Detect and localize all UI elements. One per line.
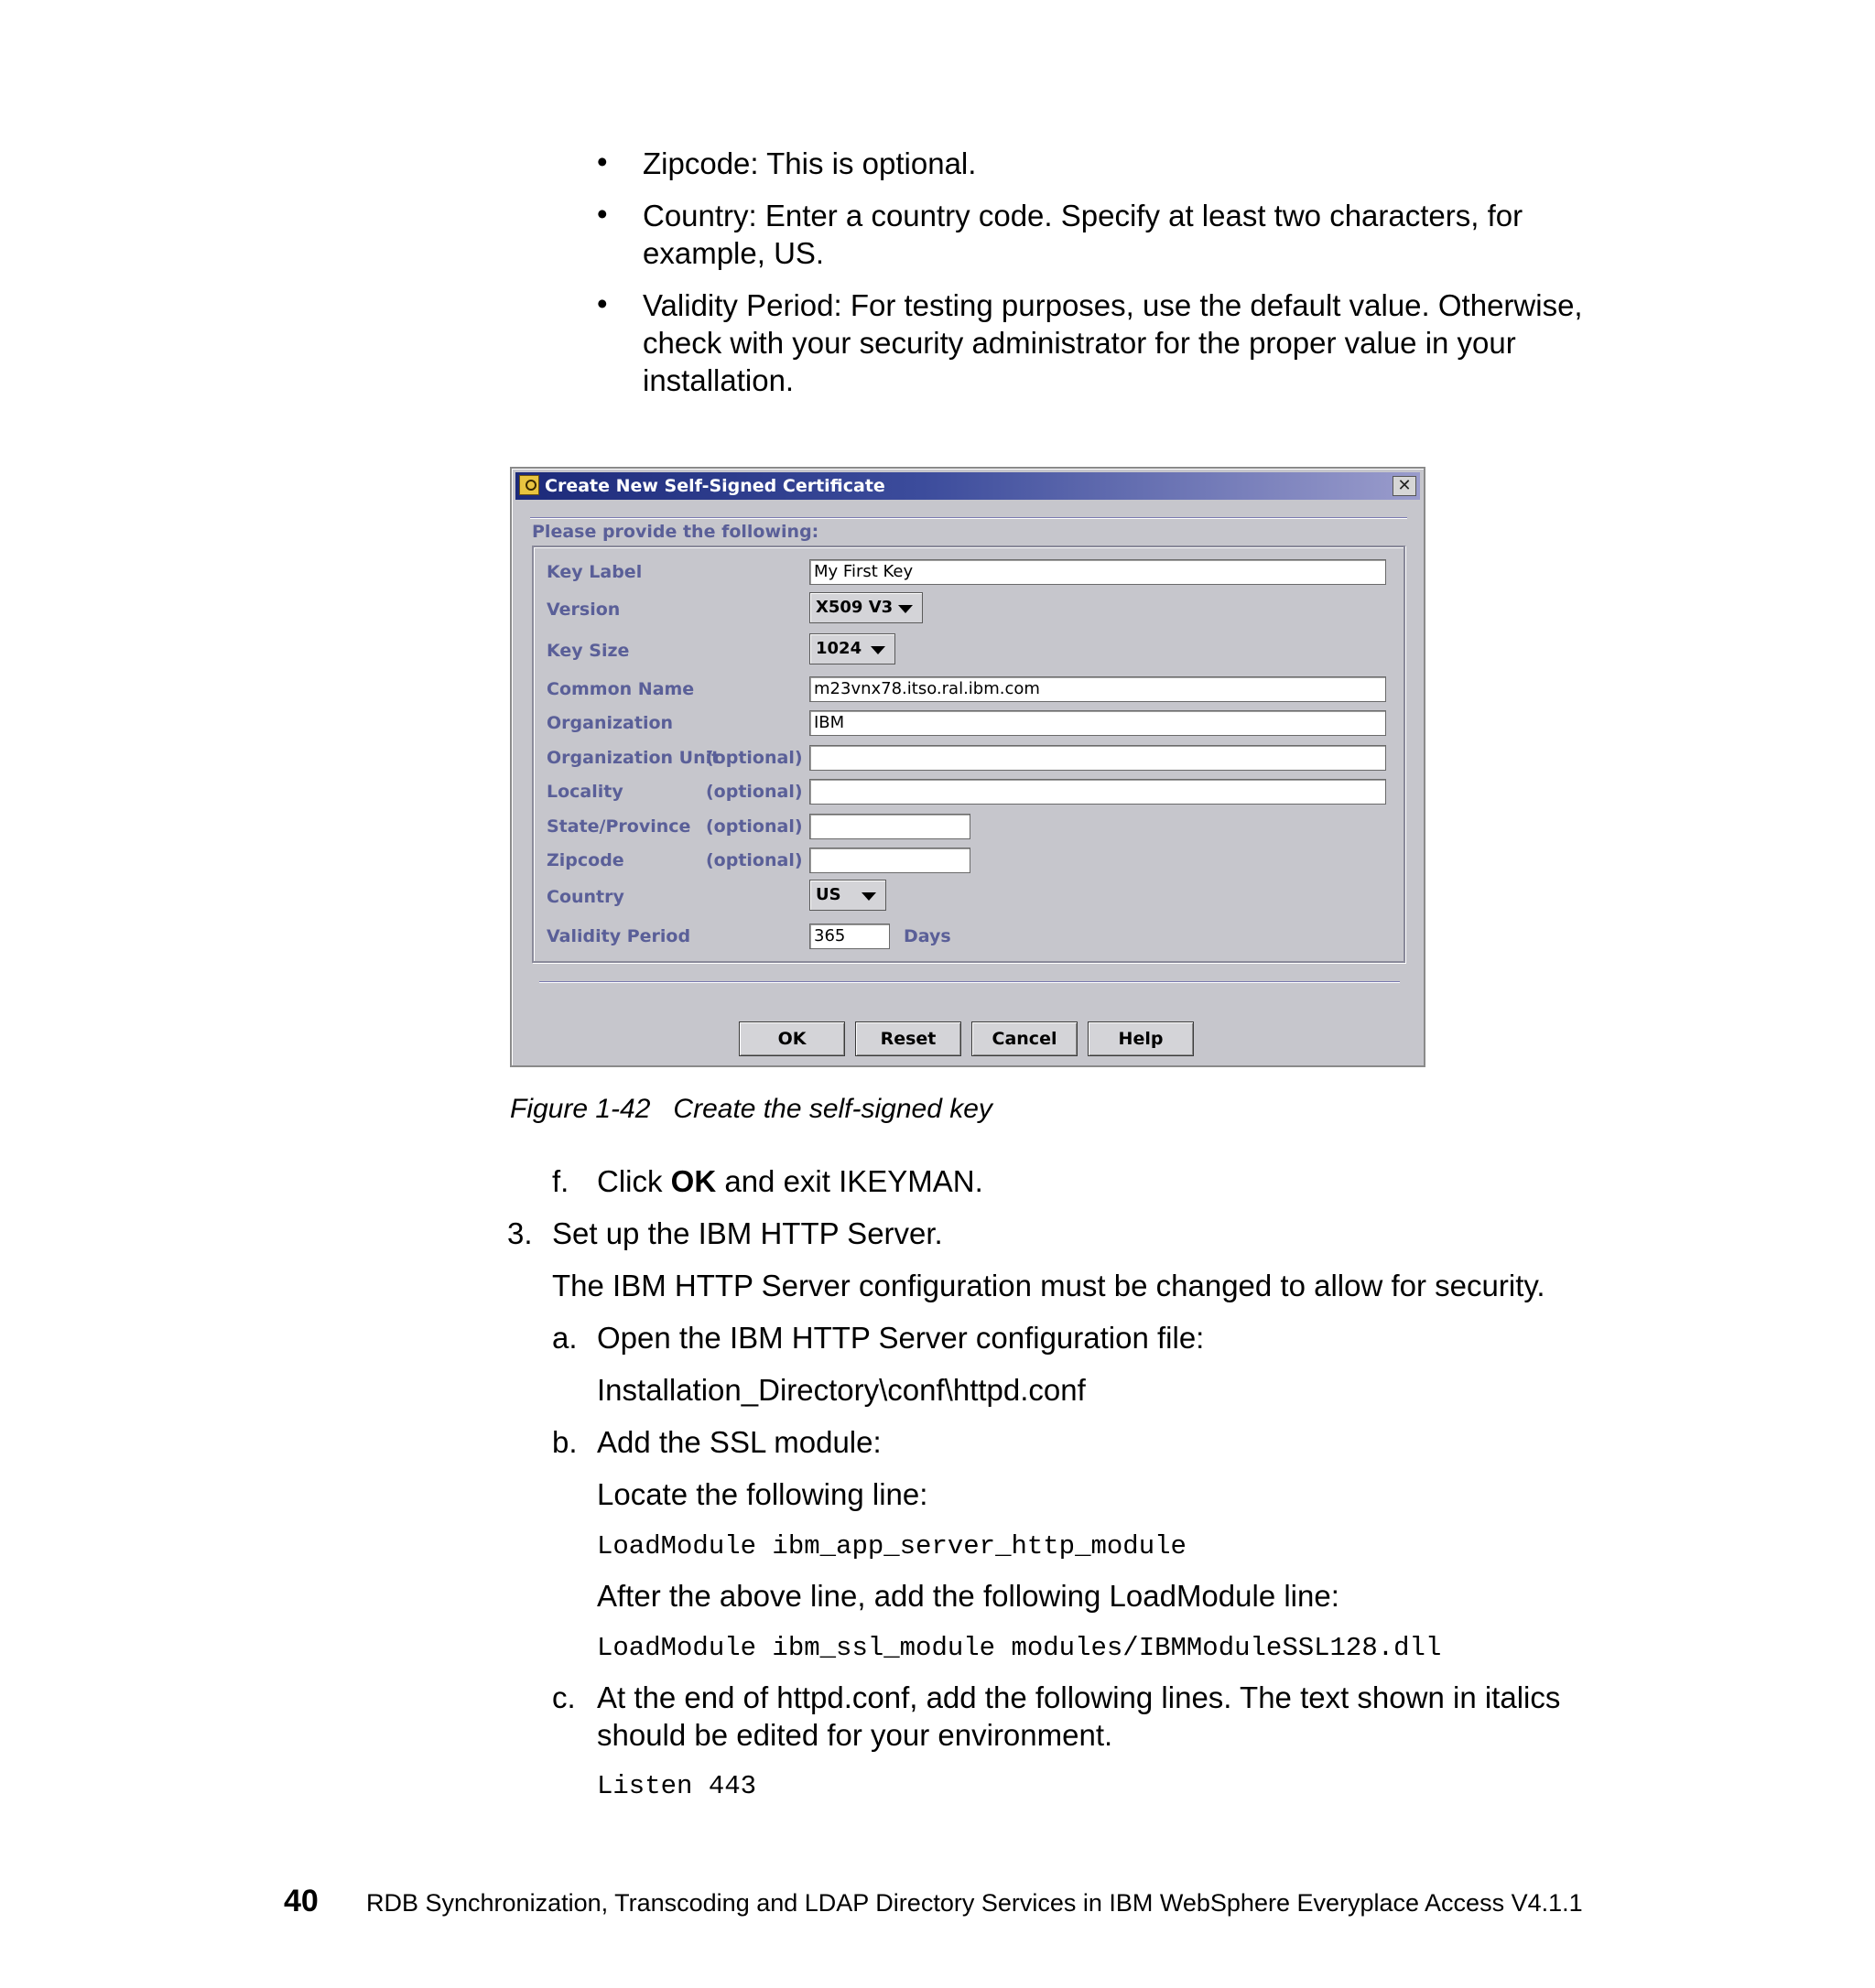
validity-period-input[interactable]: 365: [809, 924, 890, 949]
key-lock-icon: [519, 475, 539, 495]
bullet-zipcode: Zipcode: This is optional.: [643, 146, 977, 180]
bullet-country-line1: Country: Enter a country code. Specify at least two characters, for: [643, 199, 1523, 232]
step-f-marker: f.: [552, 1164, 569, 1198]
validity-period-label: Validity Period: [547, 926, 691, 946]
step-c-marker: c.: [552, 1680, 576, 1714]
step-3-marker: 3.: [507, 1216, 533, 1250]
config-file-path: Installation_Directory\conf\httpd.conf: [597, 1373, 1086, 1407]
bullet-country: [643, 197, 1631, 272]
bullet-validity: [643, 286, 1631, 399]
optional-label: (optional): [706, 816, 803, 837]
version-select[interactable]: [809, 592, 923, 623]
step-f-pre: Click: [597, 1164, 671, 1198]
key-size-select-value: 1024: [816, 639, 862, 658]
step-b-locate: Locate the following line:: [597, 1477, 928, 1511]
step-b-marker: b.: [552, 1425, 578, 1459]
chevron-down-icon: [871, 646, 885, 654]
page-number: 40: [284, 1884, 319, 1918]
locality-input[interactable]: [809, 779, 1386, 805]
key-size-label: Key Size: [547, 641, 630, 661]
step-3-paragraph: The IBM HTTP Server configuration must be changed to allow for security.: [552, 1269, 1545, 1302]
bullet-country-line2: example, US.: [643, 236, 825, 270]
state-province-label: State/Province: [547, 816, 691, 837]
bullet-validity-line2: check with your security administrator for the proper value in your: [643, 326, 1516, 360]
organization-input[interactable]: IBM: [809, 710, 1386, 736]
step-a-marker: a.: [552, 1321, 578, 1355]
bullet-validity-line1: Validity Period: For testing purposes, use the default value. Otherwise,: [643, 288, 1583, 322]
step-b-after: After the above line, add the following LoadModule line:: [597, 1579, 1339, 1613]
step-c-line2: should be edited for your environment.: [597, 1718, 1113, 1752]
code-line-2: LoadModule ibm_ssl_module modules/IBMModuleSSL128.dll: [597, 1633, 1442, 1663]
version-label: Version: [547, 600, 621, 620]
common-name-label: Common Name: [547, 679, 695, 699]
state-province-input[interactable]: [809, 814, 970, 839]
step-f-bold: OK: [670, 1164, 717, 1198]
help-button[interactable]: Help: [1088, 1021, 1194, 1056]
days-label: Days: [904, 926, 951, 946]
bullet-marker: •: [597, 197, 608, 231]
step-c-text: [597, 1679, 1560, 1754]
optional-label: (optional): [706, 748, 803, 768]
country-select[interactable]: [809, 880, 886, 911]
button-divider: [539, 981, 1400, 983]
step-f-post: and exit IKEYMAN.: [716, 1164, 983, 1198]
zipcode-label: Zipcode: [547, 850, 624, 870]
step-f-text: [597, 1162, 983, 1200]
close-button[interactable]: ✕: [1393, 476, 1416, 496]
organization-label: Organization: [547, 713, 674, 733]
country-label: Country: [547, 887, 624, 907]
instruction-label: Please provide the following:: [532, 522, 819, 542]
code-line-1: LoadModule ibm_app_server_http_module: [597, 1531, 1187, 1561]
step-3-text: Set up the IBM HTTP Server.: [552, 1216, 943, 1250]
key-label-input[interactable]: My First Key: [809, 559, 1386, 585]
chevron-down-icon: [862, 892, 876, 901]
organization-unit-label: Organization Unit: [547, 748, 721, 768]
organization-unit-input[interactable]: [809, 745, 1386, 771]
key-size-select[interactable]: [809, 633, 895, 664]
country-select-value: US: [816, 885, 841, 904]
title-divider: [530, 517, 1407, 519]
key-label-label: Key Label: [547, 562, 643, 582]
zipcode-input[interactable]: [809, 848, 970, 873]
optional-label: (optional): [706, 782, 803, 802]
optional-label: (optional): [706, 850, 803, 870]
version-select-value: X509 V3: [816, 598, 894, 617]
step-c-line1: At the end of httpd.conf, add the following lines. The text shown in italics: [597, 1680, 1561, 1714]
step-a-text: Open the IBM HTTP Server configuration file:: [597, 1321, 1205, 1355]
chevron-down-icon: [898, 605, 913, 613]
figure-caption: Figure 1-42 Create the self-signed key: [510, 1094, 992, 1124]
ok-button[interactable]: OK: [739, 1021, 845, 1056]
bullet-marker: •: [597, 145, 608, 178]
bullet-validity-line3: installation.: [643, 363, 795, 397]
footer-text: RDB Synchronization, Transcoding and LDAP Directory Services in IBM WebSphere Everyplace Access V4.1.1: [366, 1889, 1583, 1917]
bullet-marker: •: [597, 286, 608, 320]
step-b-text: Add the SSL module:: [597, 1425, 882, 1459]
reset-button[interactable]: Reset: [855, 1021, 961, 1056]
certificate-dialog: [510, 467, 1425, 1067]
common-name-input[interactable]: m23vnx78.itso.ral.ibm.com: [809, 676, 1386, 702]
locality-label: Locality: [547, 782, 623, 802]
cancel-button[interactable]: Cancel: [971, 1021, 1078, 1056]
dialog-titlebar: [515, 472, 1420, 500]
dialog-title: Create New Self-Signed Certificate: [545, 476, 885, 496]
code-line-3: Listen 443: [597, 1771, 757, 1801]
